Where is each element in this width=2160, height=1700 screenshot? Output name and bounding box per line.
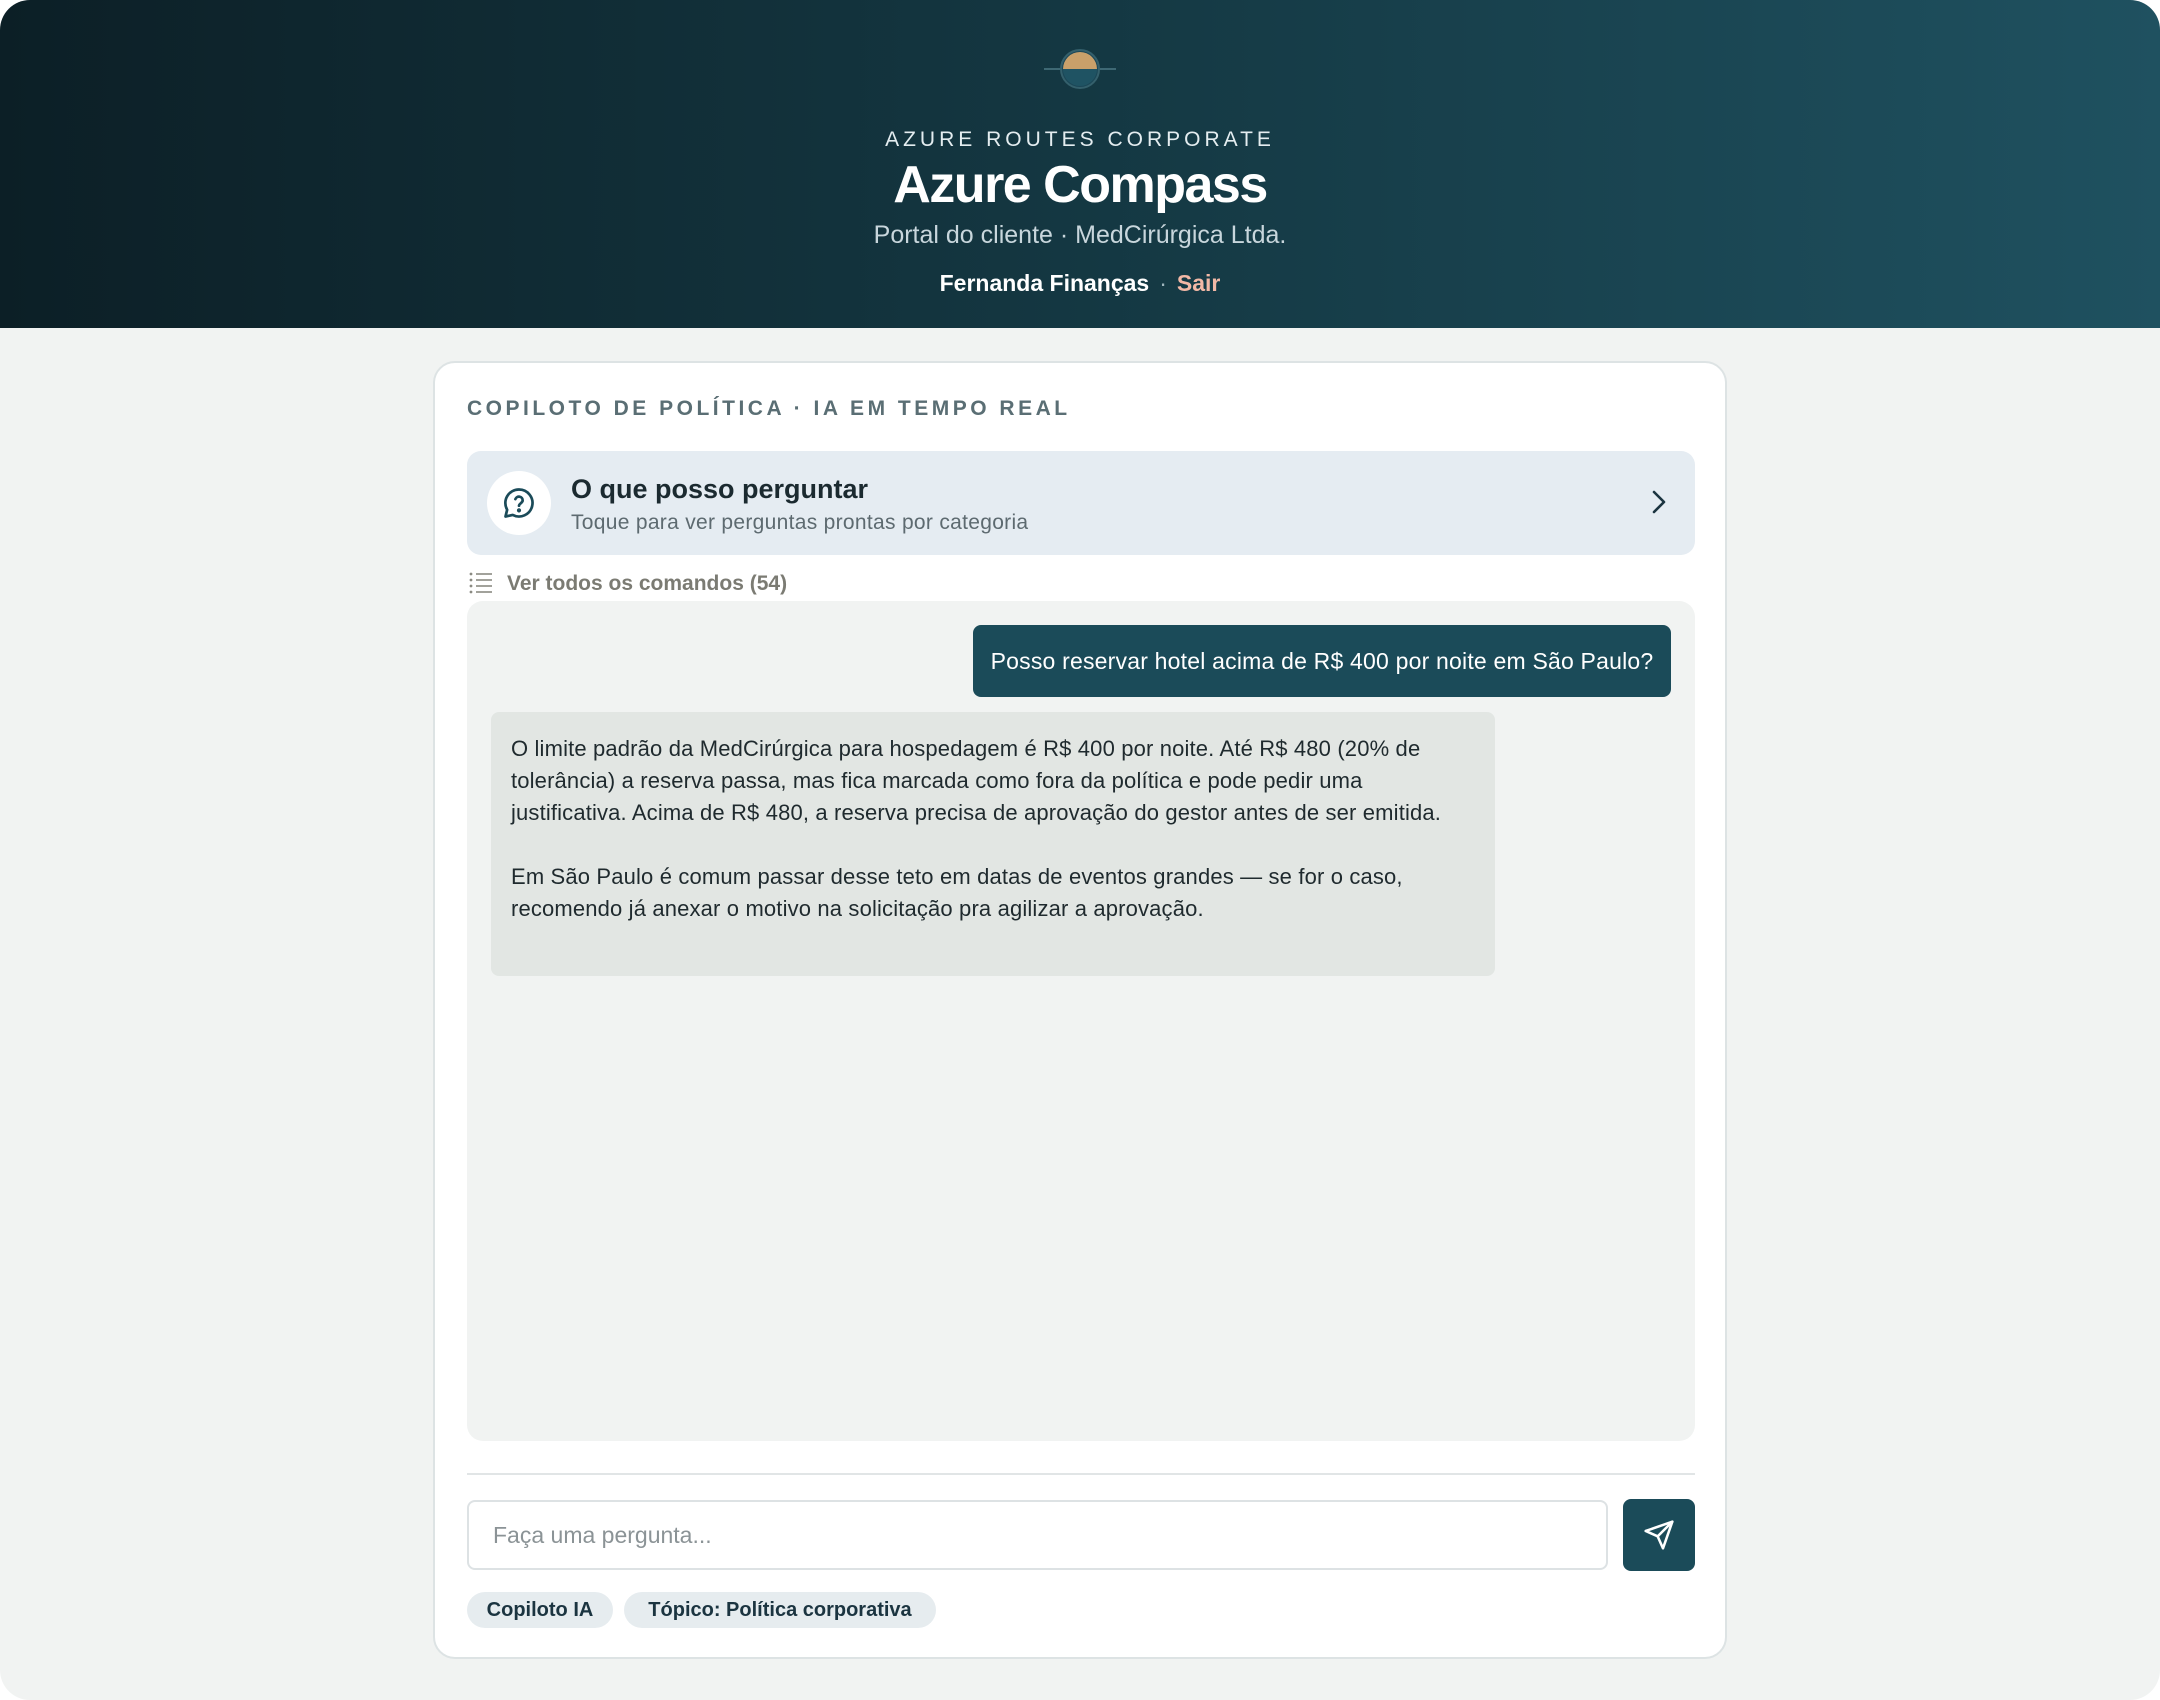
company-eyebrow: AZURE ROUTES CORPORATE: [885, 128, 1275, 151]
brand-title: Azure Compass: [893, 156, 1267, 214]
question-input[interactable]: [467, 1500, 1608, 1570]
user-line: [0, 270, 2160, 297]
send-button[interactable]: [1623, 1499, 1695, 1571]
tag-topic: Tópico: Política corporativa: [624, 1592, 936, 1628]
banner-subtitle: Toque para ver perguntas prontas por categoria: [571, 511, 1029, 534]
list-icon: [469, 572, 493, 594]
chevron-right-icon: [1651, 489, 1667, 515]
portal-header: [0, 0, 2160, 328]
section-title: COPILOTO DE POLÍTICA · IA EM TEMPO REAL: [467, 397, 1071, 420]
all-commands-label: Ver todos os comandos (54): [507, 572, 788, 595]
portal-subtitle: Portal do cliente · MedCirúrgica Ltda.: [873, 221, 1287, 249]
suggested-questions-banner[interactable]: [467, 451, 1695, 555]
send-icon: [1643, 1519, 1675, 1551]
tag-copilot: Copiloto IA: [467, 1592, 613, 1628]
user-separator: ·: [1159, 270, 1167, 296]
banner-title: O que posso perguntar: [571, 474, 869, 504]
user-message: Posso reservar hotel acima de R$ 400 por noite em São Paulo?: [973, 625, 1671, 697]
assistant-message: [491, 712, 1495, 976]
user-name: Fernanda Finanças: [939, 270, 1150, 296]
policy-copilot-card: [433, 361, 1727, 1659]
assistant-paragraph: O limite padrão da MedCirúrgica para hospedagem é R$ 400 por noite. Até R$ 480 (20% de tolerância) a reserva passa, mas fica marcada como fora da política e pode pedir uma justificativa. Acima de R$ 480, a reserva precisa de aprovação do gestor antes de ser emitida.: [511, 736, 1442, 825]
question-chat-icon: [487, 471, 551, 535]
composer-divider: [467, 1473, 1695, 1475]
logout-link[interactable]: Sair: [1176, 270, 1221, 296]
compass-logo-icon: [1040, 46, 1120, 92]
assistant-paragraph: Em São Paulo é comum passar desse teto em datas de eventos grandes — se for o caso, recomendo já anexar o motivo na solicitação pra agilizar a aprovação.: [511, 864, 1403, 921]
chat-thread[interactable]: [467, 601, 1695, 1441]
